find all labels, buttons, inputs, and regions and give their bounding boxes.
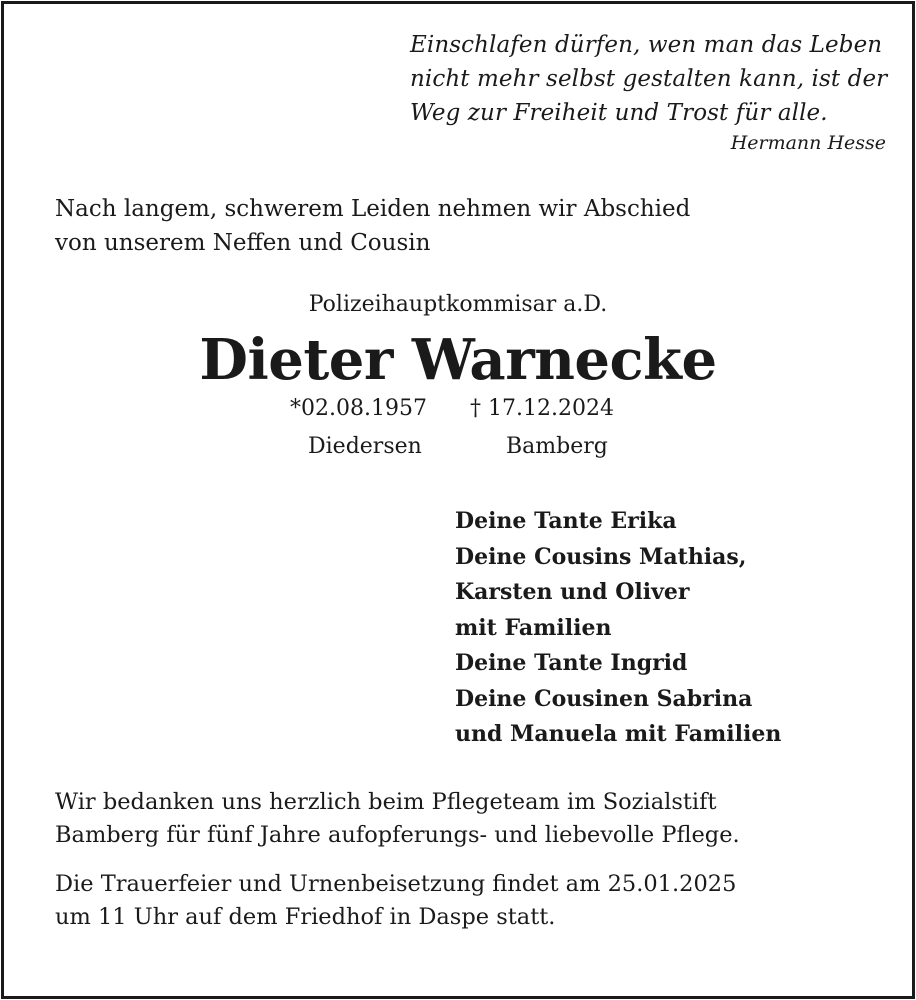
mourners-list [455,504,781,753]
service-info [55,868,736,934]
birth-date: *02.08.1957 [290,396,427,421]
quote-line: nicht mehr selbst gestalten kann, ist der [410,66,888,92]
mourner-line: Deine Tante Ingrid [455,650,688,676]
intro-line: Nach langem, schwerem Leiden nehmen wir Abschied [55,196,691,222]
quote-author: Hermann Hesse [730,132,886,154]
epigraph-quote [410,28,888,130]
mourner-line: Karsten und Oliver [455,579,690,605]
deceased-rank: Polizeihauptkommisar a.D. [308,292,608,317]
quote-line: Weg zur Freiheit und Trost für alle. [410,100,828,126]
intro-line: von unserem Neffen und Cousin [55,230,431,256]
mourner-line: Deine Cousins Mathias, [455,543,747,570]
mourner-line: mit Familien [455,614,612,641]
thanks-text [55,786,740,852]
thanks-line: Bamberg für fünf Jahre aufopferungs- und liebevolle Pflege. [55,822,740,848]
thanks-line: Wir bedanken uns herzlich beim Pflegeteam im Sozialstift [55,789,717,815]
birth-place: Diedersen [308,434,422,459]
death-place: Bamberg [506,434,608,459]
death-date: † 17.12.2024 [470,396,614,421]
mourner-line: und Manuela mit Familien [455,721,782,747]
mourner-line: Deine Cousinen Sabrina [455,685,753,712]
mourner-line: Deine Tante Erika [455,508,677,534]
intro-text [55,192,690,260]
deceased-name: Dieter Warnecke [199,327,717,393]
quote-line: Einschlafen dürfen, wen man das Leben [410,32,883,58]
service-line: um 11 Uhr auf dem Friedhof in Daspe statt. [55,904,556,930]
service-line: Die Trauerfeier und Urnenbeisetzung findet am 25.01.2025 [55,871,737,897]
